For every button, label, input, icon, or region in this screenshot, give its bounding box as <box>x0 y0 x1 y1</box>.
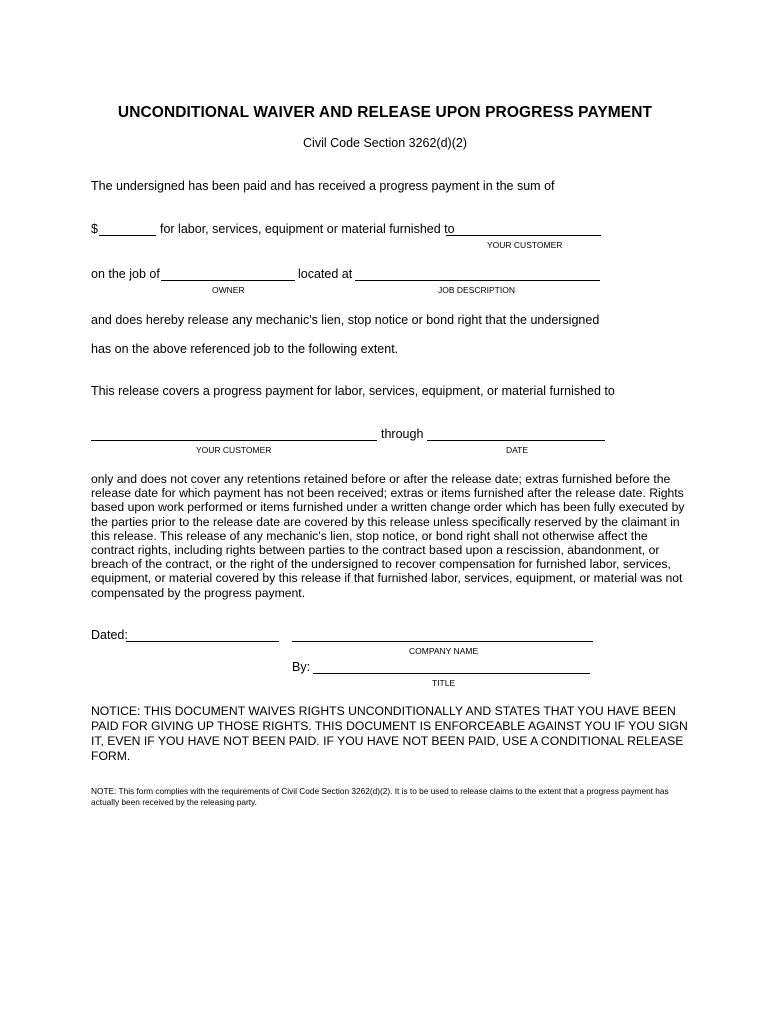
company-name-caption: COMPANY NAME <box>409 646 479 656</box>
customer-field[interactable] <box>446 235 601 236</box>
customer-caption: YOUR CUSTOMER <box>487 240 563 250</box>
dated-field[interactable] <box>126 641 279 642</box>
coverage-text: This release covers a progress payment for labor, services, equipment, or material furnished to <box>91 384 615 398</box>
title-caption: TITLE <box>432 678 456 688</box>
company-name-field[interactable] <box>292 641 593 642</box>
owner-caption: OWNER <box>212 285 245 295</box>
release-terms-paragraph: only and does not cover any retentions retained before or after the release date; extras furnished before the release date for which payment has not been received; extras or items furnished after the release date. Rights based upon work performed or items furnished under a written change order which has been fully executed by the parties prior to the release date are covered by this release unless specifically reserved by the claimant in this release. This release of any mechanic's lien, stop notice, or bond right shall not otherwise affect the contract rights, including rights between parties to the contract based upon a rescission, abandonment, or breach of the contract, or the right of the undersigned to recover compensation for furnished labor, services, equipment, or material covered by this release if that furnished labor, services, equipment, or material was not compensated by the progress payment. <box>91 472 685 600</box>
through-text: through <box>381 427 424 441</box>
currency-symbol: $ <box>91 222 98 236</box>
job-description-field[interactable] <box>355 280 600 281</box>
by-label: By: <box>292 660 311 674</box>
compliance-note: NOTE: This form complies with the requirements of Civil Code Section 3262(d)(2). It is to be used to release claims to the extent that a progress payment has actually been received by the releasing party. <box>91 786 669 807</box>
payment-line-text: for labor, services, equipment or material furnished to <box>160 222 455 236</box>
owner-field[interactable] <box>161 280 295 281</box>
job-prefix-text: on the job of <box>91 267 160 281</box>
document-subtitle: Civil Code Section 3262(d)(2) <box>303 136 467 150</box>
job-description-caption: JOB DESCRIPTION <box>438 285 515 295</box>
notice-text: NOTICE: THIS DOCUMENT WAIVES RIGHTS UNCONDITIONALLY AND STATES THAT YOU HAVE BEEN PAID FOR GIVING UP THOSE RIGHTS. THIS DOCUMENT IS ENFORCEABLE AGAINST YOU IF YOU SIGN IT, EVEN IF YOU HAVE NOT BEEN PAID. IF YOU HAVE NOT BEEN PAID, USE A CONDITIONAL RELEASE FORM. <box>91 704 688 763</box>
intro-text: The undersigned has been paid and has received a progress payment in the sum of <box>91 179 555 193</box>
release-text-line-1: and does hereby release any mechanic's lien, stop notice or bond right that the undersigned <box>91 313 600 327</box>
dated-label: Dated: <box>91 628 128 642</box>
coverage-customer-field[interactable] <box>91 440 377 441</box>
coverage-customer-caption: YOUR CUSTOMER <box>196 445 272 455</box>
amount-field[interactable] <box>99 235 156 236</box>
date-caption: DATE <box>506 445 529 455</box>
release-text-line-2: has on the above referenced job to the following extent. <box>91 342 399 356</box>
signature-title-field[interactable] <box>313 673 590 674</box>
release-date-field[interactable] <box>427 440 605 441</box>
located-text: located at <box>298 267 353 281</box>
document-title: UNCONDITIONAL WAIVER AND RELEASE UPON PROGRESS PAYMENT <box>117 104 653 121</box>
